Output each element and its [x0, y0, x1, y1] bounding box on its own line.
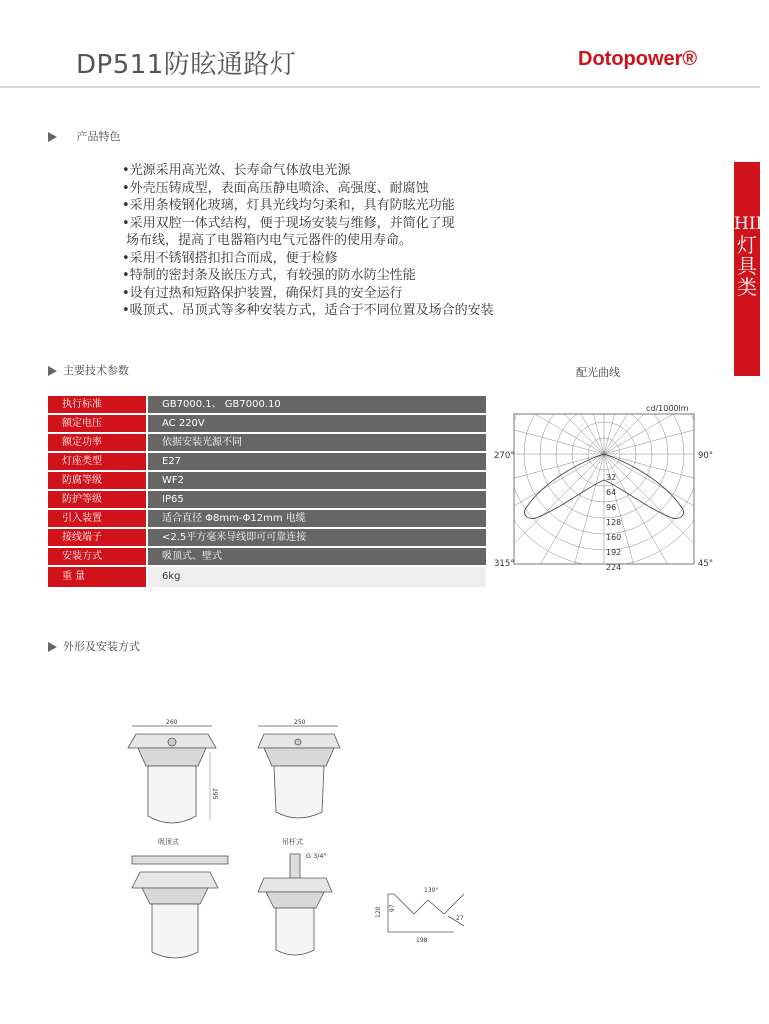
table-row [48, 510, 486, 527]
feature-item: •设有过热和短路保护装置，确保灯具的安全运行 [122, 285, 403, 301]
feature-item: •采用双腔一体式结构，便于现场安装与维修，并简化了现 [122, 215, 455, 231]
spec-label: 灯座类型 [48, 453, 146, 470]
spec-value: WF2 [148, 472, 486, 489]
spec-value: E27 [148, 453, 486, 470]
dim-width-1: 260 [166, 719, 178, 726]
caption-ceiling: 吸顶式 [158, 838, 179, 846]
bracket-drawing [388, 894, 464, 932]
spec-value: 6kg [148, 567, 486, 587]
side-tab-line: 类 [737, 275, 757, 299]
table-row [48, 491, 486, 508]
scale-label: 160 [606, 533, 622, 542]
spec-value: 依据安装光源不同 [148, 434, 486, 451]
dim-width-2: 250 [294, 719, 306, 726]
side-tab-text [734, 214, 769, 299]
caption-pendant: 吊杆式 [282, 838, 303, 846]
scale-label: 192 [606, 548, 622, 557]
scale-label: 64 [606, 488, 617, 497]
features-list [122, 162, 494, 320]
table-row [48, 548, 486, 565]
feature-item: •外壳压铸成型，表面高压静电喷涂、高强度、耐腐蚀 [122, 180, 429, 196]
specs-heading-text: 主要技术参数 [63, 364, 129, 377]
scale-label: 32 [606, 473, 617, 482]
side-tab-line: HID [734, 214, 769, 234]
light-curve-title: 配光曲线 [576, 366, 620, 379]
lamp-drawing-ceiling [128, 726, 216, 823]
side-tab-line: 具 [737, 254, 757, 278]
angle-bottom-left: 315° [494, 559, 515, 569]
spec-label: 重 量 [48, 567, 146, 587]
specs-table [48, 396, 486, 589]
lamp-drawing-ceiling-plate [132, 856, 228, 958]
features-heading [48, 128, 121, 144]
spec-value: 吸顶式、壁式 [148, 548, 486, 565]
dim-pipe: G 3/4" [306, 852, 327, 860]
unit-label: cd/1000lm [646, 404, 689, 413]
installation-heading-text: 外形及安装方式 [63, 640, 140, 653]
table-row [48, 529, 486, 546]
feature-item: •特制的密封条及嵌压方式，有较强的防水防尘性能 [122, 268, 416, 283]
table-row [48, 396, 486, 413]
table-row [48, 453, 486, 470]
scale-label: 96 [606, 503, 617, 512]
lamp-drawing-pipe [258, 854, 332, 955]
installation-drawings [118, 712, 478, 972]
feature-item: •吸顶式、吊顶式等多种安装方式，适合于不同位置及场合的安装 [122, 303, 494, 318]
lamp-drawing-pendant [258, 726, 340, 818]
spec-label: 安装方式 [48, 548, 146, 565]
table-row [48, 415, 486, 432]
dim-height-2: 120 [375, 906, 382, 918]
feature-item: •采用不锈钢搭扣扣合而成，便于检修 [122, 250, 338, 266]
brand-logo: Dotopower® [578, 48, 698, 70]
dim-width-3: 198 [416, 937, 428, 944]
spec-label: 额定功率 [48, 434, 146, 451]
table-row [48, 472, 486, 489]
light-distribution-diagram [486, 398, 722, 574]
spec-value: IP65 [148, 491, 486, 508]
header-divider [0, 86, 760, 88]
spec-value: 适合直径 Φ8mm-Φ12mm 电缆 [148, 510, 486, 527]
feature-item: •光源采用高光效、长寿命气体放电光源 [122, 163, 351, 178]
spec-label: 防腐等级 [48, 472, 146, 489]
category-side-tab [734, 162, 769, 376]
angle-right: 90° [698, 451, 714, 461]
triangle-bullet-icon [48, 642, 57, 652]
angle-left: 270° [494, 451, 515, 461]
spec-value: GB7000.1、 GB7000.10 [148, 396, 486, 413]
feature-item: •采用条棱钢化玻璃，灯具光线均匀柔和，具有防眩光功能 [122, 198, 455, 213]
features-heading-text: 产品特色 [76, 130, 121, 143]
dim-small: 27 [456, 915, 464, 922]
spec-label: 额定电压 [48, 415, 146, 432]
scale-label: 224 [606, 563, 622, 572]
table-row [48, 434, 486, 451]
spec-label: 引入装置 [48, 510, 146, 527]
triangle-bullet-icon [48, 366, 57, 376]
angle-bottom-right: 45° [698, 559, 714, 569]
page-title: DP511防眩通路灯 [76, 50, 297, 80]
specs-heading [48, 362, 129, 378]
spec-value: <2.5平方毫米导线即可可靠连接 [148, 529, 486, 546]
side-tab-line: 灯 [737, 233, 757, 257]
dim-height-1: 295 [211, 788, 218, 800]
spec-label: 执行标准 [48, 396, 146, 413]
dim-height-3: 97 [389, 904, 396, 912]
scale-label: 128 [606, 518, 622, 527]
spec-label: 接线端子 [48, 529, 146, 546]
triangle-bullet-icon [48, 132, 57, 142]
dim-angle: 130° [424, 887, 439, 894]
spec-value: AC 220V [148, 415, 486, 432]
spec-label: 防护等级 [48, 491, 146, 508]
table-row [48, 567, 486, 587]
installation-heading [48, 638, 140, 654]
feature-item: 场布线，提高了电器箱内电气元器件的使用寿命。 [126, 233, 413, 248]
